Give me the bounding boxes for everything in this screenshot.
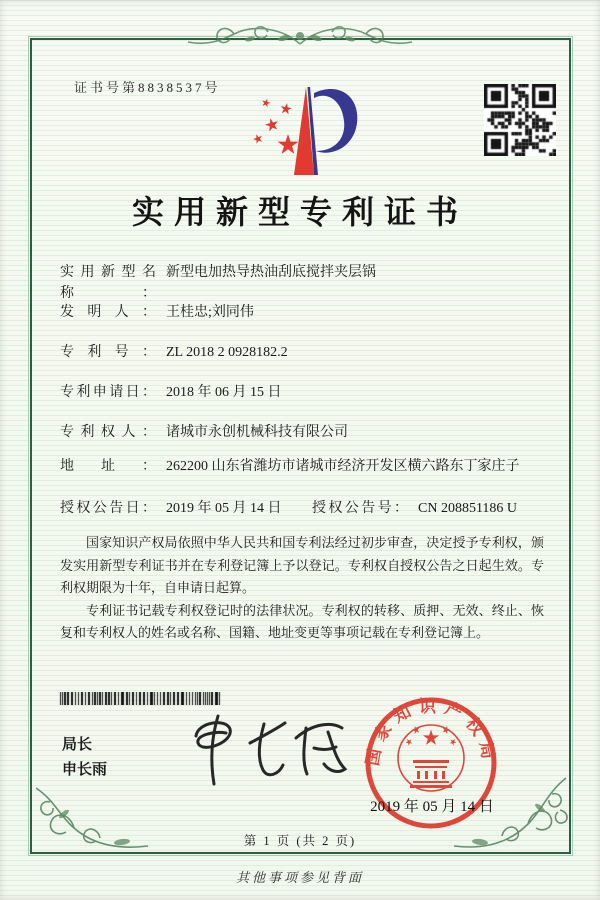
field-value: 诸城市永创机械科技有限公司	[166, 425, 348, 440]
field-value: 262200 山东省潍坊市诸城市经济开发区横六路东丁家庄子	[166, 459, 520, 474]
legal-paragraph: 专利证书记载专利权登记时的法律状况。专利权的转移、质押、无效、终止、恢复和专利权人的姓名或名称、国籍、地址变更等事项记载在专利登记簿上。	[60, 602, 544, 640]
field-label: 地址：	[60, 459, 156, 474]
field-value: 2019 年 05 月 14 日	[166, 501, 282, 516]
legal-text-block	[60, 532, 544, 645]
field-row-address	[60, 456, 546, 477]
field-label: 专利权人：	[60, 425, 156, 440]
back-note: 其他事项参见背面	[235, 870, 364, 885]
issuer-title: 局长	[62, 737, 93, 753]
field-row-inventor	[60, 302, 546, 323]
cnipa-logo-icon	[236, 81, 364, 179]
qr-code	[484, 84, 556, 156]
seal-text: 国家知识产权局	[362, 697, 500, 768]
field-label: 专利号：	[60, 345, 156, 360]
field-value: CN 208851186 U	[418, 501, 518, 516]
issuer-name: 申长雨	[62, 762, 108, 778]
certificate-number: 证书号第8838537号	[74, 80, 221, 95]
field-value: 2018 年 06 月 15 日	[166, 385, 282, 400]
field-label: 授权公告日：	[60, 501, 156, 516]
legal-paragraph: 国家知识产权局依照中华人民共和国专利法经过初步审查，决定授予专利权，颁发实用新型专利证书并在专利登记簿上予以登记。专利权自授权公告之日起生效。专利权期限为十年，自申请日起算。	[60, 535, 544, 595]
field-label: 专利申请日：	[60, 385, 156, 400]
field-label: 授权公告号：	[312, 501, 408, 516]
page-indicator: 第 1 页 (共 2 页)	[243, 834, 357, 848]
seal-date: 2019 年 05 月 14 日	[370, 799, 494, 815]
field-label: 实用新型名称：	[60, 265, 156, 301]
field-row-name	[60, 262, 546, 304]
field-label: 发明人：	[60, 305, 156, 320]
field-row-filing-date	[60, 382, 546, 403]
certificate-title: 实用新型专利证书	[131, 194, 468, 230]
field-row-patent-number	[60, 342, 546, 363]
field-value: 王桂忠;刘同伟	[166, 305, 254, 320]
director-signature	[178, 702, 353, 794]
field-value: 新型电加热导热油刮底搅拌夹层锅	[166, 265, 376, 280]
field-value: ZL 2018 2 0928182.2	[166, 345, 288, 360]
field-row-patentee	[60, 422, 546, 443]
field-row-grant	[60, 498, 546, 519]
